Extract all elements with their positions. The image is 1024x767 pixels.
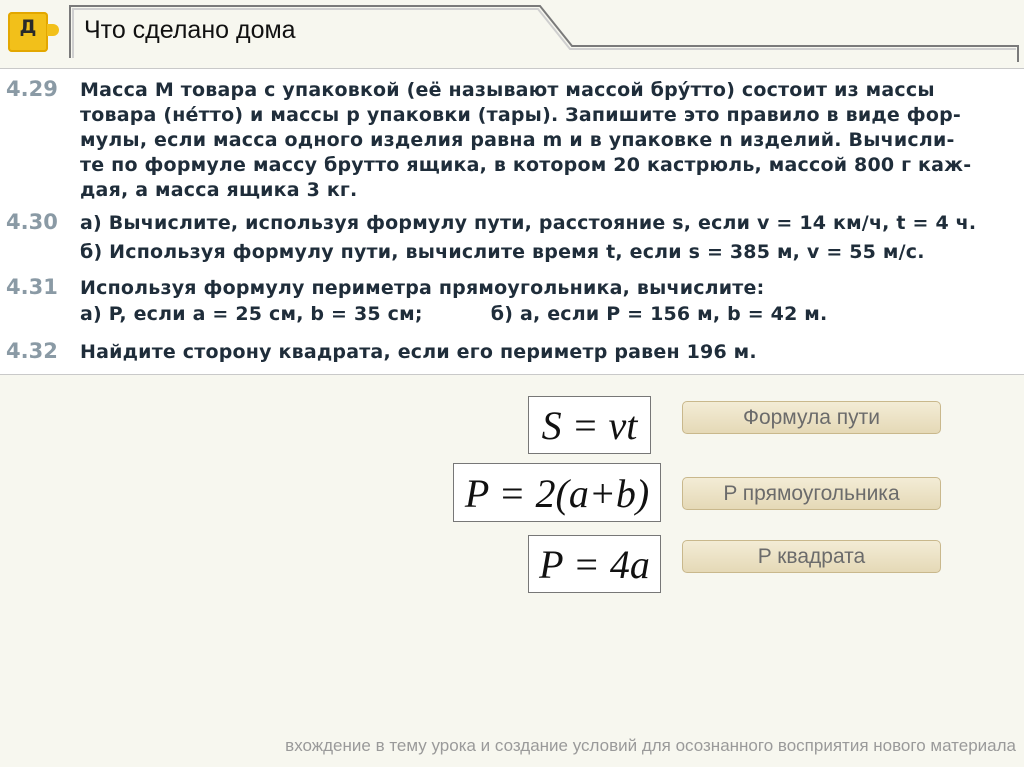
problem-line: б) Используя формулу пути, вычислите время t, если s = 385 м, v = 55 м/с. <box>80 241 925 263</box>
problem-number: 4.31 <box>6 275 58 299</box>
header <box>0 0 1024 62</box>
badge-puzzle-tab <box>47 24 59 36</box>
problem-line: дая, а масса ящика 3 кг. <box>80 179 358 201</box>
problem-line: мулы, если масса одного изделия равна m и в упаковке n изделий. Вычисли- <box>80 129 955 151</box>
formula-rectangle-perimeter: P = 2(a+b) <box>453 463 661 522</box>
textbook-excerpt <box>0 68 1024 375</box>
problem-number: 4.30 <box>6 210 58 234</box>
problem-number: 4.32 <box>6 339 58 363</box>
problem-line: Используя формулу периметра прямоугольника, вычислите: <box>80 277 765 299</box>
problem-line: товара (не́тто) и массы p упаковки (тары). Запишите это правило в виде фор- <box>80 104 961 126</box>
label-square-perimeter-button[interactable]: P квадрата <box>682 540 941 573</box>
problem-number: 4.29 <box>6 77 58 101</box>
lesson-badge-icon <box>8 12 48 52</box>
problem-line: а) P, если a = 25 см, b = 35 см; б) a, если P = 156 м, b = 42 м. <box>80 303 828 325</box>
badge-letter: Д <box>19 16 37 38</box>
page-title: Что сделано дома <box>84 16 296 44</box>
label-distance-formula-button[interactable]: Формула пути <box>682 401 941 434</box>
formula-distance: S = vt <box>528 396 651 454</box>
label-rectangle-perimeter-button[interactable]: P прямоугольника <box>682 477 941 510</box>
problem-line: Масса M товара с упаковкой (её называют массой бру́тто) состоит из массы <box>80 79 935 101</box>
problem-line: те по формуле массу брутто ящика, в котором 20 кастрюль, массой 800 г каж- <box>80 154 972 176</box>
formula-square-perimeter: P = 4a <box>528 535 661 593</box>
problem-line: Найдите сторону квадрата, если его периметр равен 196 м. <box>80 341 757 363</box>
footer-caption: вхождение в тему урока и создание условий для осознанного восприятия нового материала <box>285 736 1016 755</box>
problem-line: а) Вычислите, используя формулу пути, расстояние s, если v = 14 км/ч, t = 4 ч. <box>80 212 977 234</box>
